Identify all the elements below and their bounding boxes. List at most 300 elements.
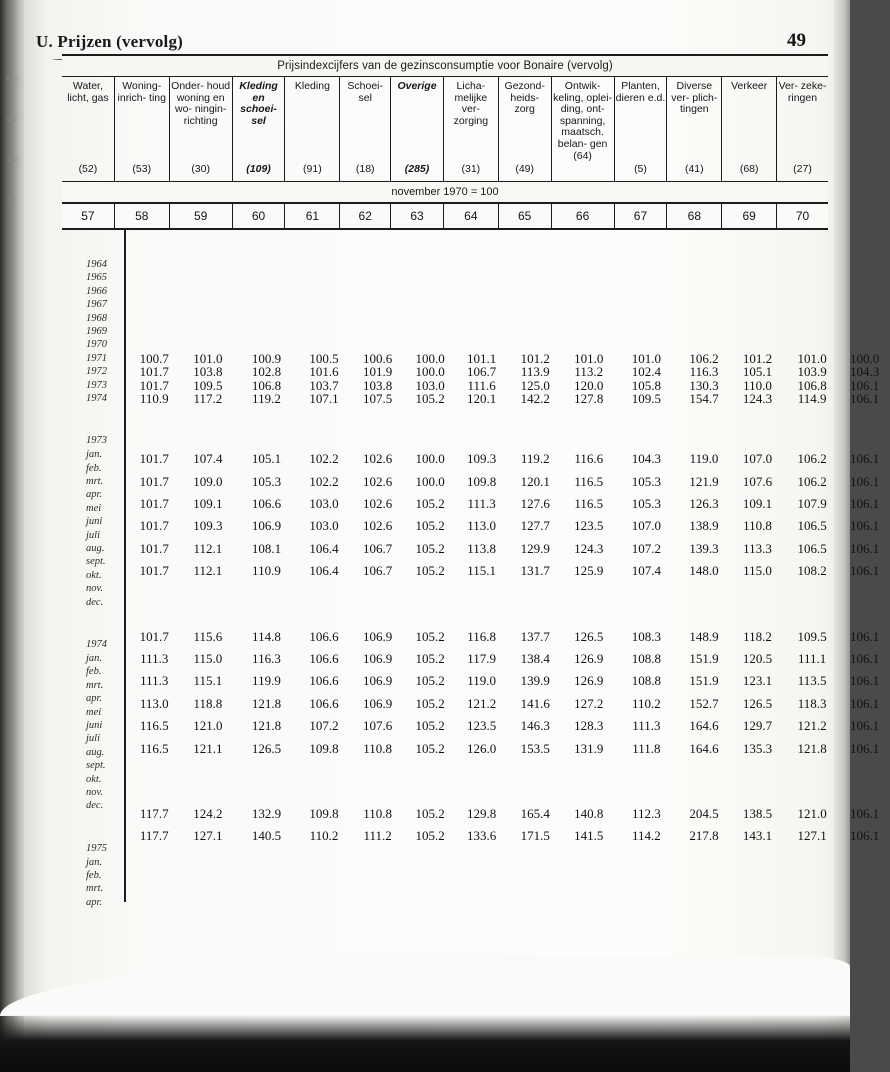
empty-row [128, 325, 890, 338]
data-cell-col-70: 106.1 [850, 390, 880, 406]
column-header-68 [667, 77, 722, 181]
stub-divider-rule [124, 230, 126, 902]
data-cell-col-58: 112.1 [193, 563, 223, 579]
data-cell-col-63: 109.8 [467, 473, 497, 489]
data-cell-col-70: 106.1 [850, 651, 880, 667]
data-cell-col-64: 127.7 [520, 518, 550, 534]
stub-month: juli [86, 733, 101, 745]
stub-month: sept. [86, 760, 106, 772]
table-row [128, 515, 890, 537]
stub-month: sept. [86, 556, 106, 568]
column-number-57: 57 [62, 204, 115, 228]
data-cell-col-67: 121.9 [689, 473, 719, 489]
data-cell-col-61: 100.6 [362, 350, 393, 366]
data-cell-col-65: 126.5 [574, 628, 604, 644]
data-cell-col-70: 106.1 [850, 473, 880, 489]
stub-month: jan. [86, 652, 103, 664]
column-header-title: Planten, dieren e.d. [615, 80, 666, 104]
data-cell-col-67: 138.9 [689, 518, 719, 534]
data-cell-col-59: 140.5 [251, 828, 282, 844]
data-cell-col-60: 106.4 [309, 563, 339, 579]
stub-month: feb. [86, 870, 102, 882]
table-row [128, 493, 890, 515]
data-cell-col-63: 133.6 [467, 828, 497, 844]
data-cell-col-62: 105.2 [415, 496, 445, 512]
data-cell-col-63: 117.9 [467, 651, 497, 667]
data-cell-col-62: 100.0 [415, 451, 445, 467]
stub-year-1965: 1965 [86, 272, 107, 284]
stub-month: mrt. [86, 883, 104, 895]
data-cell-col-57: 100.7 [139, 350, 169, 366]
data-cell-col-64: 141.6 [520, 695, 550, 711]
data-cell-col-61: 106.9 [362, 628, 393, 644]
table-row [128, 626, 890, 648]
stub-year-1973: 1973 [86, 379, 107, 391]
stub-year-1969: 1969 [86, 325, 107, 337]
data-cell-col-59: 100.9 [251, 350, 282, 366]
stub-year-1975: 1975 [86, 842, 107, 854]
column-header-title: Ontwik- keling, oplei- ding, ont- spanning, maatsch. belan- gen (64) [553, 80, 613, 162]
stub-month: mei [86, 502, 102, 514]
data-cell-col-60: 106.6 [309, 695, 339, 711]
empty-row [128, 433, 890, 448]
table-row [128, 471, 890, 493]
column-header-title: Ver- zeke- ringen [778, 80, 827, 104]
table-row [128, 803, 890, 825]
empty-row [128, 611, 890, 626]
data-cell-col-57: 101.7 [139, 364, 169, 380]
data-cell-col-63: 113.8 [467, 540, 497, 556]
data-cell-col-62: 105.2 [415, 805, 445, 821]
data-cell-col-68: 138.5 [742, 805, 773, 821]
column-header-57 [62, 77, 115, 181]
data-cell-col-59: 119.9 [252, 673, 281, 689]
empty-row [128, 271, 890, 284]
data-cell-col-64: 119.2 [520, 451, 550, 467]
data-cell-col-59: 105.3 [251, 473, 282, 489]
data-cell-col-61: 106.7 [362, 563, 393, 579]
data-cell-col-58: 118.8 [193, 695, 223, 711]
data-cell-col-68: 107.0 [742, 451, 773, 467]
data-cell-col-63: 126.0 [467, 740, 497, 756]
column-header-title: Diverse ver- plich- tingen [671, 80, 718, 116]
data-cell-col-68: 129.7 [742, 718, 773, 734]
data-cell-col-68: 120.5 [742, 651, 773, 667]
column-number-68: 68 [667, 204, 722, 228]
data-cell-col-68: 123.1 [742, 673, 773, 689]
data-cell-col-63: 120.1 [467, 390, 497, 406]
block-spacer [128, 760, 890, 788]
data-cell-col-57: 101.7 [139, 473, 169, 489]
empty-row [128, 312, 890, 325]
data-cell-col-65: 113.2 [574, 364, 604, 380]
data-cell-col-64: 129.9 [520, 540, 550, 556]
data-cell-col-68: 109.1 [742, 496, 773, 512]
data-cell-col-65: 116.5 [574, 473, 604, 489]
data-cell-col-67: 139.3 [689, 540, 719, 556]
data-cell-col-61: 110.8 [363, 740, 392, 756]
data-cell-col-66: 101.0 [631, 350, 661, 366]
data-cell-col-60: 106.6 [309, 628, 339, 644]
data-cell-col-68: 113.3 [743, 540, 772, 556]
data-cell-col-70: 106.1 [850, 805, 880, 821]
data-cell-col-64: 171.5 [520, 828, 550, 844]
data-cell-col-57: 117.7 [139, 805, 169, 821]
data-cell-col-63: 119.0 [467, 673, 497, 689]
column-header-title: Water, licht, gas [67, 80, 109, 104]
block-spacer [86, 405, 124, 433]
data-cell-col-68: 101.2 [742, 350, 773, 366]
data-cell-col-65: 116.5 [574, 496, 604, 512]
data-cell-col-62: 105.2 [415, 740, 445, 756]
data-cell-col-69: 108.2 [797, 563, 827, 579]
data-cell-col-59: 106.6 [251, 496, 282, 512]
data-cell-col-60: 103.0 [309, 496, 339, 512]
table-row [128, 825, 890, 847]
data-cell-col-59: 132.9 [251, 805, 282, 821]
column-header-60 [233, 77, 286, 181]
data-cell-col-64: 127.6 [520, 496, 550, 512]
data-cell-col-67: 152.7 [689, 695, 719, 711]
data-cell-col-66: 107.4 [631, 563, 661, 579]
data-cell-col-61: 106.9 [362, 651, 393, 667]
data-cell-col-58: 117.2 [193, 390, 223, 406]
data-cell-col-66: 105.3 [631, 496, 661, 512]
stub-month: aug. [86, 746, 105, 758]
data-cell-col-66: 105.8 [631, 377, 661, 393]
data-cell-col-64: 153.5 [520, 740, 550, 756]
block-spacer [128, 230, 890, 258]
stub-month: jan. [86, 856, 103, 868]
data-cell-col-57: 101.7 [139, 496, 169, 512]
column-header-title: Kleding en schoei- sel [239, 80, 278, 127]
stub-month: feb. [86, 462, 102, 474]
data-cell-col-63: 116.8 [467, 628, 497, 644]
data-cell-col-57: 110.9 [139, 390, 169, 406]
empty-row [128, 338, 890, 351]
table-row [128, 379, 890, 392]
empty-row [128, 258, 890, 271]
data-cell-col-67: 148.0 [689, 563, 719, 579]
stub-month: mrt. [86, 476, 104, 488]
empty-row [128, 788, 890, 803]
column-weight: (18) [355, 163, 375, 176]
data-cell-col-61: 106.9 [362, 673, 393, 689]
data-cell-col-69: 121.2 [797, 718, 827, 734]
column-number-63: 63 [391, 204, 444, 228]
stub-month: nov. [86, 583, 104, 595]
data-cell-col-68: 107.6 [742, 473, 773, 489]
stub-month: feb. [86, 666, 102, 678]
data-cell-col-63: 123.5 [467, 718, 497, 734]
data-cell-col-67: 119.0 [689, 451, 719, 467]
data-cell-col-67: 164.6 [689, 740, 719, 756]
stub-month: apr. [86, 489, 103, 501]
data-cell-col-57: 113.0 [139, 695, 169, 711]
stub-year-1974: 1974 [86, 392, 107, 404]
table-body [62, 230, 890, 930]
stub-month: dec. [86, 800, 104, 812]
data-cell-col-67: 217.8 [689, 828, 719, 844]
column-weight: (91) [303, 163, 322, 176]
data-cell-col-59: 114.8 [252, 628, 281, 644]
data-cell-col-61: 107.6 [362, 718, 393, 734]
data-cell-col-66: 112.3 [631, 805, 661, 821]
data-cell-col-58: 121.1 [193, 740, 223, 756]
data-cell-col-57: 101.7 [139, 451, 169, 467]
data-cell-col-66: 107.0 [631, 518, 661, 534]
block-spacer [86, 609, 124, 637]
data-cell-col-70: 106.1 [850, 563, 880, 579]
data-cell-col-66: 102.4 [631, 364, 661, 380]
data-cell-col-61: 110.8 [363, 805, 392, 821]
column-number-67: 67 [615, 204, 668, 228]
stub-year-1972: 1972 [86, 366, 107, 378]
data-cell-col-59: 126.5 [251, 740, 282, 756]
data-cell-col-59: 116.3 [252, 651, 281, 667]
column-header-title: Woning- inrich- ting [117, 80, 166, 104]
data-cell-col-65: 141.5 [574, 828, 604, 844]
data-cell-col-68: 110.8 [743, 518, 772, 534]
data-cell-col-67: 151.9 [689, 651, 719, 667]
data-cell-col-62: 105.2 [415, 390, 445, 406]
data-cell-col-64: 165.4 [520, 805, 550, 821]
data-cell-col-58: 103.8 [193, 364, 223, 380]
data-cell-col-70: 106.1 [850, 718, 880, 734]
column-weight: (31) [461, 163, 481, 176]
table-row [128, 670, 890, 692]
data-cell-col-58: 121.0 [193, 718, 223, 734]
data-cell-col-69: 107.9 [797, 496, 827, 512]
data-cell-col-61: 103.8 [362, 377, 393, 393]
data-cell-col-66: 104.3 [631, 451, 661, 467]
data-cell-col-70: 106.1 [850, 518, 880, 534]
data-cell-col-65: 125.9 [574, 563, 604, 579]
block-spacer [128, 583, 890, 611]
data-cell-col-69: 103.9 [797, 364, 827, 380]
column-weight: (5) [634, 163, 647, 176]
data-cell-col-65: 101.0 [574, 350, 604, 366]
data-cell-col-64: 146.3 [520, 718, 550, 734]
data-cell-col-65: 127.8 [574, 390, 604, 406]
data-cell-col-61: 107.5 [362, 390, 393, 406]
column-header-69 [722, 77, 777, 181]
facing-page-bleedthrough: Aan uur 120 56 [5, 76, 19, 203]
data-cell-col-69: 106.2 [797, 473, 827, 489]
data-cell-col-66: 110.2 [631, 695, 661, 711]
data-cell-col-64: 125.0 [520, 377, 550, 393]
data-cell-col-69: 106.8 [797, 377, 827, 393]
data-cell-col-62: 105.2 [415, 695, 445, 711]
data-cell-col-57: 101.7 [139, 377, 169, 393]
block-spacer [86, 813, 124, 841]
data-cell-col-66: 108.8 [631, 673, 661, 689]
data-cell-col-67: 164.6 [689, 718, 719, 734]
data-cell-col-61: 106.9 [362, 695, 393, 711]
stub-year-1973: 1973 [86, 435, 107, 447]
data-cell-col-58: 101.0 [193, 350, 223, 366]
data-cell-col-58: 115.1 [193, 673, 223, 689]
data-cell-col-59: 108.1 [251, 540, 282, 556]
data-cell-col-59: 105.1 [251, 451, 282, 467]
data-cell-col-61: 111.2 [363, 828, 392, 844]
data-cell-col-65: 124.3 [574, 540, 604, 556]
data-cell-col-70: 106.1 [850, 828, 880, 844]
data-cell-col-58: 112.1 [193, 540, 223, 556]
column-header-title: Gezond- heids- zorg [504, 80, 545, 116]
stub-month: mrt. [86, 679, 104, 691]
data-cell-col-70: 106.1 [850, 540, 880, 556]
data-cell-col-69: 101.0 [797, 350, 827, 366]
table-row [128, 693, 890, 715]
data-cell-col-60: 106.6 [309, 651, 339, 667]
data-cell-col-61: 102.6 [362, 496, 393, 512]
data-cell-col-70: 106.1 [850, 695, 880, 711]
data-cell-col-60: 106.6 [309, 673, 339, 689]
data-cell-col-57: 116.5 [139, 718, 169, 734]
data-cell-col-63: 106.7 [467, 364, 497, 380]
stub-year-1967: 1967 [86, 299, 107, 311]
page-bottom-shadow [0, 990, 850, 1072]
data-cell-col-65: 126.9 [574, 651, 604, 667]
data-cell-col-68: 110.0 [743, 377, 772, 393]
data-cell-col-70: 100.0 [850, 350, 880, 366]
data-cell-col-63: 101.1 [467, 350, 497, 366]
data-cell-col-65: 131.9 [574, 740, 604, 756]
column-header-65 [499, 77, 552, 181]
data-cell-col-67: 154.7 [689, 390, 719, 406]
data-cell-col-70: 106.1 [850, 673, 880, 689]
data-cell-col-60: 103.7 [309, 377, 339, 393]
column-number-59: 59 [170, 204, 233, 228]
block-spacer [128, 405, 890, 433]
data-cell-col-69: 118.3 [797, 695, 827, 711]
table-row [128, 738, 890, 760]
data-cell-col-59: 121.8 [251, 695, 282, 711]
column-header-title: Onder- houd woning en wo- ningin- richting [171, 80, 231, 127]
stub-month: apr. [86, 896, 103, 908]
stub-month: nov. [86, 786, 104, 798]
data-cell-col-58: 127.1 [193, 828, 223, 844]
data-cell-col-60: 107.2 [309, 718, 339, 734]
stub-year-1964: 1964 [86, 259, 107, 270]
data-cell-col-69: 106.5 [797, 518, 827, 534]
data-cell-col-57: 117.7 [139, 828, 169, 844]
empty-row [128, 285, 890, 298]
column-number-66: 66 [552, 204, 615, 228]
data-cell-col-58: 107.4 [193, 451, 223, 467]
data-cell-col-64: 113.9 [520, 364, 550, 380]
stub-month: okt. [86, 773, 102, 785]
data-cell-col-64: 138.4 [520, 651, 550, 667]
chapter-title: U. Prijzen (vervolg) [36, 32, 184, 51]
data-cell-col-69: 106.5 [797, 540, 827, 556]
table-row [128, 715, 890, 737]
data-cell-col-64: 120.1 [520, 473, 550, 489]
data-cell-col-58: 109.0 [193, 473, 223, 489]
data-cell-col-66: 114.2 [631, 828, 661, 844]
column-header-61 [285, 77, 340, 181]
data-cell-col-60: 100.5 [309, 350, 339, 366]
data-cell-col-57: 101.7 [139, 628, 169, 644]
data-cell-col-67: 130.3 [689, 377, 719, 393]
column-header-67 [615, 77, 668, 181]
table-row [128, 448, 890, 470]
column-header-59 [170, 77, 233, 181]
data-cell-col-60: 106.4 [309, 540, 339, 556]
data-cell-col-65: 116.6 [574, 451, 604, 467]
data-cell-col-61: 102.6 [362, 451, 393, 467]
data-cell-col-67: 148.9 [689, 628, 719, 644]
data-cell-col-60: 109.8 [309, 805, 339, 821]
data-cell-col-65: 127.2 [574, 695, 604, 711]
column-weight: (30) [191, 163, 210, 176]
data-cell-col-61: 106.7 [362, 540, 393, 556]
table-row [128, 392, 890, 405]
stub-year-1971: 1971 [86, 352, 107, 364]
column-weight: (41) [684, 163, 704, 176]
data-cell-col-62: 100.0 [415, 364, 445, 380]
data-cell-col-69: 109.5 [797, 628, 827, 644]
data-cell-col-58: 109.3 [193, 518, 223, 534]
data-cell-col-65: 128.3 [574, 718, 604, 734]
column-number-70: 70 [795, 209, 810, 223]
column-weight: (27) [793, 163, 812, 176]
column-number-58: 58 [115, 204, 170, 228]
stub-month: apr. [86, 693, 103, 705]
data-cell-col-70: 106.1 [850, 377, 880, 393]
table-row [128, 538, 890, 560]
data-cell-col-69: 127.1 [797, 828, 827, 844]
page-number: 49 [787, 30, 806, 51]
stub-year-1966: 1966 [86, 285, 107, 297]
data-cell-col-57: 111.3 [140, 673, 169, 689]
data-cell-col-60: 102.2 [309, 473, 339, 489]
data-cell-col-61: 102.6 [362, 518, 393, 534]
data-cell-col-63: 111.3 [467, 496, 496, 512]
column-weight: (285) [404, 163, 430, 176]
data-cell-col-63: 113.0 [467, 518, 497, 534]
base-period-note: november 1970 = 100 [62, 182, 828, 204]
column-number-69: 69 [722, 204, 777, 228]
data-cell-col-58: 115.6 [193, 628, 223, 644]
column-weight: (109) [246, 163, 271, 176]
column-header-title: Schoei- sel [347, 80, 384, 104]
data-cell-col-57: 101.7 [139, 540, 169, 556]
data-cell-col-59: 119.2 [252, 390, 281, 406]
data-cell-col-68: 118.2 [743, 628, 772, 644]
data-cell-col-69: 121.0 [797, 805, 827, 821]
column-number-65: 65 [499, 204, 552, 228]
data-cell-col-61: 101.9 [362, 364, 393, 380]
data-cell-col-68: 115.0 [743, 563, 772, 579]
data-cell-col-62: 100.0 [415, 473, 445, 489]
data-cell-col-65: 123.5 [574, 518, 604, 534]
data-cell-col-62: 103.0 [415, 377, 445, 393]
data-cell-col-57: 101.7 [139, 518, 169, 534]
data-cell-col-63: 115.1 [467, 563, 497, 579]
column-number-62: 62 [340, 204, 391, 228]
data-cell-col-57: 116.5 [139, 740, 169, 756]
stub-month: jan. [86, 449, 103, 461]
data-cell-col-69: 114.9 [797, 390, 827, 406]
data-cell-col-66: 111.3 [632, 718, 661, 734]
data-cell-col-58: 109.1 [193, 496, 223, 512]
column-number-row [62, 204, 828, 230]
row-stub-labels [86, 230, 124, 909]
data-cell-col-65: 120.0 [574, 377, 604, 393]
column-header-title: Overige [397, 80, 437, 92]
